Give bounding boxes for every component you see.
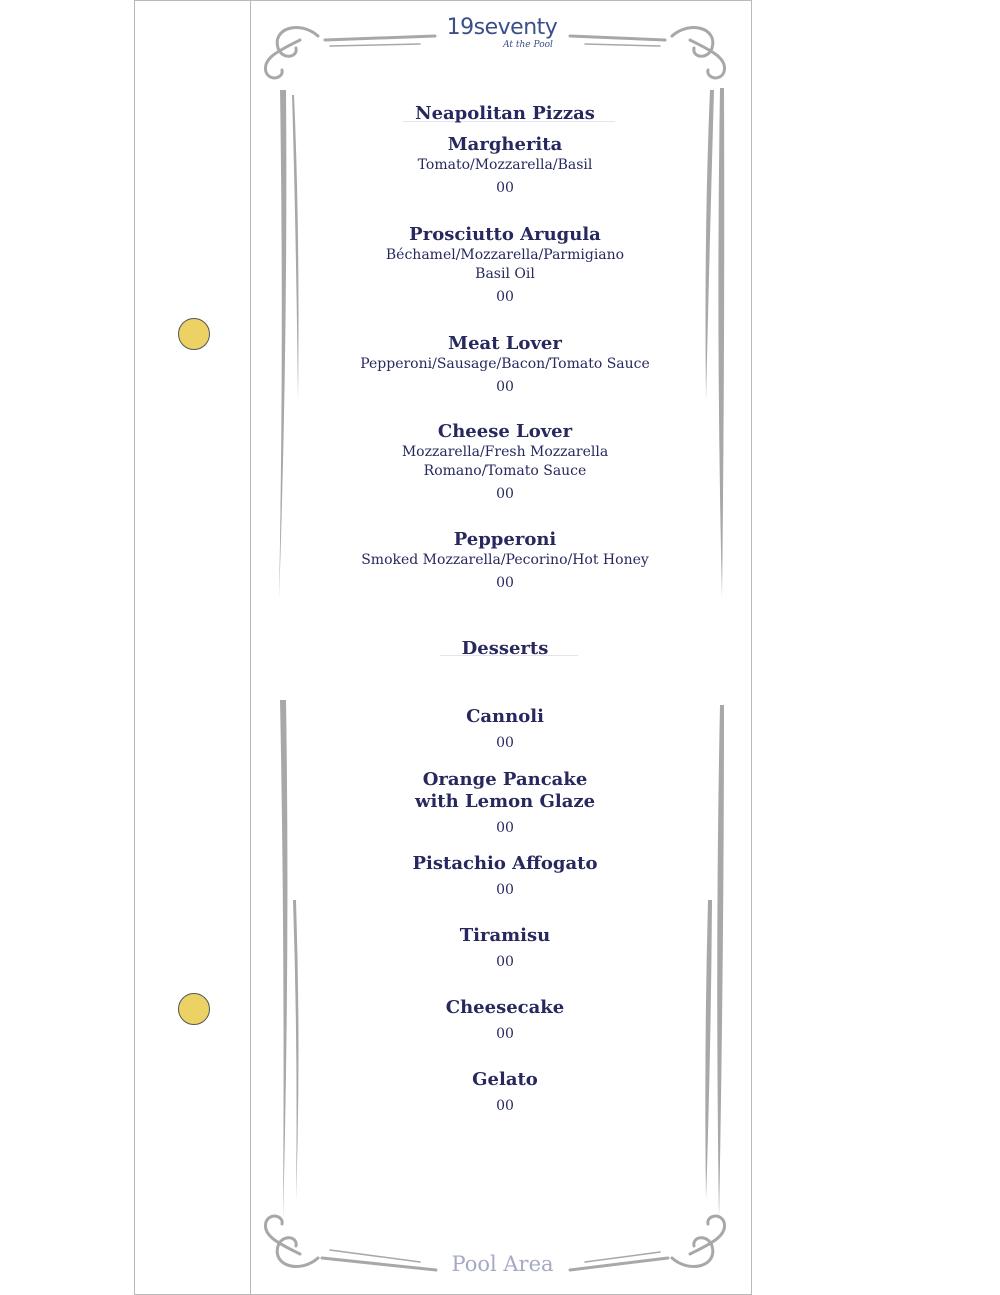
item-price: 00 bbox=[496, 575, 514, 591]
item-price: 00 bbox=[496, 1026, 514, 1042]
footer-location: Pool Area bbox=[451, 1252, 554, 1276]
item-name: Pistachio Affogato bbox=[412, 853, 598, 874]
item-name: Cheese Lover bbox=[437, 421, 573, 442]
item-price: 00 bbox=[496, 735, 514, 751]
item-price: 00 bbox=[496, 954, 514, 970]
menu-item bbox=[250, 997, 760, 1043]
item-name: Pepperoni bbox=[453, 529, 557, 550]
brand-tagline: At the Pool bbox=[503, 40, 553, 50]
item-name: Orange Pancake bbox=[422, 769, 588, 790]
menu-item bbox=[250, 769, 760, 837]
item-description: Pepperoni/Sausage/Bacon/Tomato Sauce bbox=[360, 356, 650, 372]
menu-item bbox=[250, 925, 760, 971]
section-title-desserts: Desserts bbox=[461, 638, 549, 659]
item-name: Gelato bbox=[472, 1069, 538, 1090]
menu-item bbox=[250, 853, 760, 899]
item-description: Tomato/Mozzarella/Basil bbox=[417, 157, 593, 173]
item-price: 00 bbox=[496, 882, 514, 898]
section-title-pizzas: Neapolitan Pizzas bbox=[415, 103, 595, 124]
menu-item bbox=[250, 333, 760, 396]
brand-name: 19seventy bbox=[446, 15, 558, 40]
item-price: 00 bbox=[496, 486, 514, 502]
item-price: 00 bbox=[496, 180, 514, 196]
item-price: 00 bbox=[496, 820, 514, 836]
menu-item bbox=[250, 421, 760, 503]
item-price: 00 bbox=[496, 1098, 514, 1114]
item-description: Romano/Tomato Sauce bbox=[423, 463, 587, 479]
menu-item bbox=[250, 224, 760, 306]
item-name: Tiramisu bbox=[459, 925, 551, 946]
item-name: Margherita bbox=[447, 134, 563, 155]
menu-item bbox=[250, 706, 760, 752]
item-description: Smoked Mozzarella/Pecorino/Hot Honey bbox=[361, 552, 649, 568]
item-price: 00 bbox=[496, 289, 514, 305]
item-description: Béchamel/Mozzarella/Parmigiano bbox=[385, 247, 625, 263]
item-description: Mozzarella/Fresh Mozzarella bbox=[401, 444, 609, 460]
item-description: Basil Oil bbox=[475, 266, 535, 282]
menu-item bbox=[250, 134, 760, 197]
menu-item bbox=[250, 529, 760, 592]
item-name: Meat Lover bbox=[448, 333, 562, 354]
item-name: Prosciutto Arugula bbox=[409, 224, 601, 245]
item-name: Cannoli bbox=[466, 706, 544, 727]
item-name: with Lemon Glaze bbox=[414, 791, 596, 812]
item-name: Cheesecake bbox=[445, 997, 565, 1018]
menu-item bbox=[250, 1069, 760, 1115]
item-price: 00 bbox=[496, 379, 514, 395]
brand-logo bbox=[440, 16, 564, 58]
